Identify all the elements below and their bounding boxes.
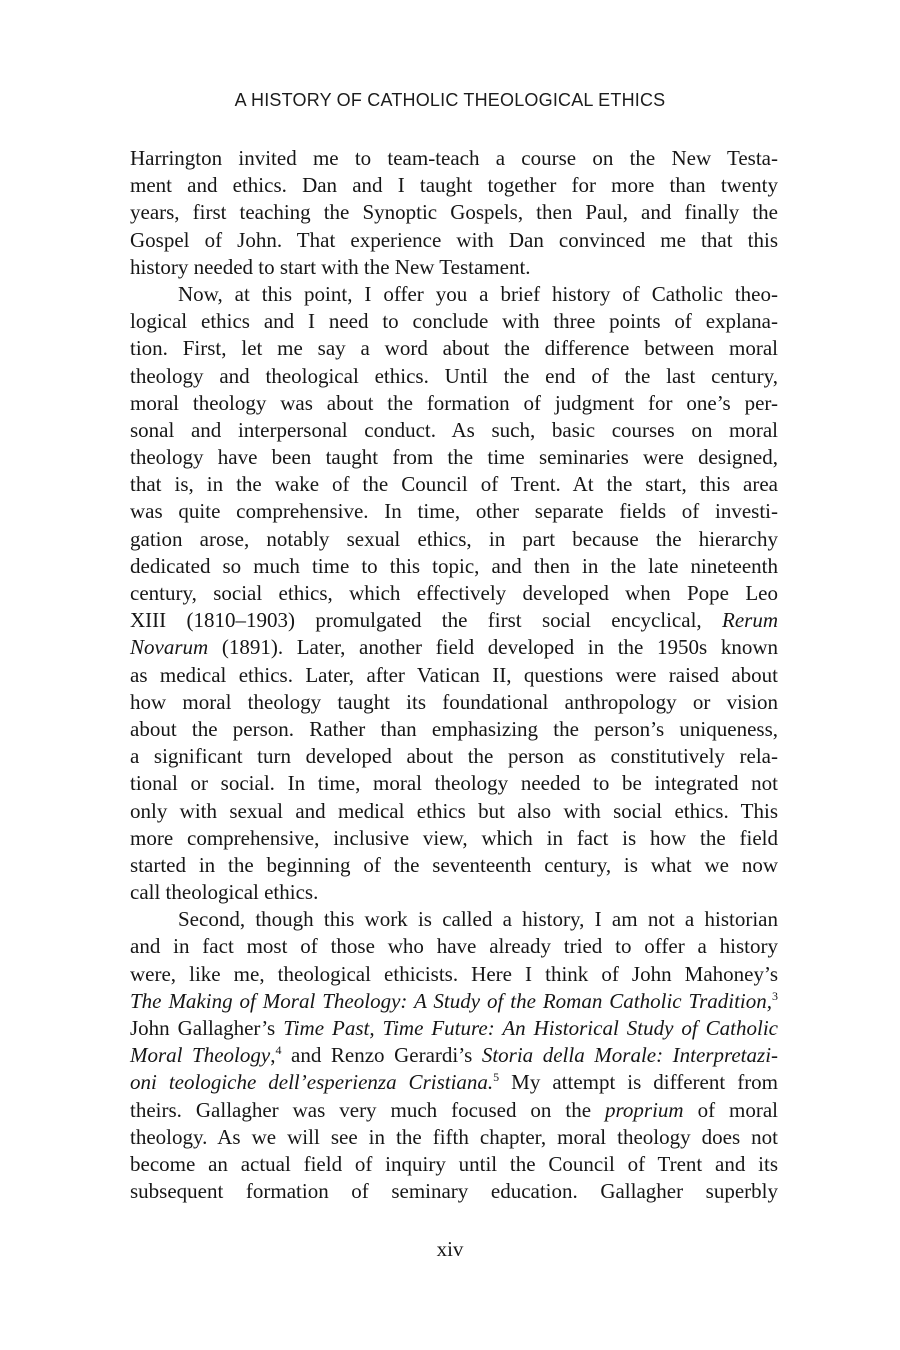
text-line: call theological ethics. <box>130 880 319 905</box>
text-line <box>130 1015 778 1042</box>
text-line: as medical ethics. Later, after Vatican II, questions were raised about <box>130 662 778 687</box>
text-line: subsequent formation of seminary education. Gallagher superbly <box>130 1179 778 1204</box>
text-line: years, first teaching the Synoptic Gospels, then Paul, and finally the <box>130 200 778 225</box>
text-line: sonal and interpersonal conduct. As such, basic courses on moral <box>130 417 778 442</box>
italic-term: proprium <box>605 1097 684 1122</box>
text-line: theology. As we will see in the fifth chapter, moral theology does not <box>130 1124 778 1149</box>
italic-title: Time Past, Time Future: An Historical Study of Catholic <box>283 1016 778 1040</box>
text-line: and in fact most of those who have already tried to offer a history <box>130 934 778 959</box>
line-segment: My attempt is different from <box>511 1070 779 1095</box>
footnote-ref[interactable]: 4 <box>275 1043 282 1058</box>
line-segment: John Gallagher’s <box>130 1016 276 1040</box>
running-head: A HISTORY OF CATHOLIC THEOLOGICAL ETHICS <box>234 90 666 110</box>
text-line: were, like me, theological ethicists. Here I think of John Mahoney’s <box>130 961 778 986</box>
text-line: theology have been taught from the time seminaries were designed, <box>130 445 778 470</box>
text-line: theology and theological ethics. Until the end of the last century, <box>130 363 778 388</box>
text-line: gation arose, notably sexual ethics, in part because the hierarchy <box>130 526 778 551</box>
line-segment: , <box>270 1043 276 1068</box>
line-segment: and Renzo Gerardi’s <box>291 1043 473 1068</box>
text-line: logical ethics and I need to conclude with three points of explana- <box>130 309 778 334</box>
italic-title: The Making of Moral Theology: A Study of the Roman Catholic Tradition, <box>130 988 772 1013</box>
text-line: Gospel of John. That experience with Dan convinced me that this <box>130 227 778 252</box>
text-line: dedicated so much time to this topic, and then in the late nineteenth <box>130 553 778 578</box>
text-line: started in the beginning of the seventeenth century, is what we now <box>130 852 778 877</box>
italic-title: Storia della Morale: Interpretazi- <box>481 1043 779 1068</box>
text-line: become an actual field of inquiry until the Council of Trent and its <box>130 1151 778 1176</box>
footnote-ref[interactable]: 5 <box>493 1070 500 1085</box>
line-segment: (1891). Later, another field developed in the 1950s known <box>221 635 778 660</box>
italic-title: Rerum <box>722 608 778 633</box>
line-segment: XIII (1810–1903) promulgated the first social encyclical, <box>130 608 702 633</box>
line-segment: theirs. Gallagher was very much focused on the <box>130 1097 592 1122</box>
text-line: Harrington invited me to team-teach a course on the New Testa- <box>130 146 778 170</box>
text-line: tional or social. In time, moral theology needed to be integrated not <box>130 771 778 796</box>
text-line <box>130 1097 778 1124</box>
line-segment: of moral <box>697 1097 779 1122</box>
text-line: Second, though this work is called a history, I am not a historian <box>178 907 778 932</box>
text-line: a significant turn developed about the person as constitutively rela- <box>130 744 778 769</box>
text-line: Now, at this point, I offer you a brief history of Catholic theo- <box>178 281 778 306</box>
italic-title: Novarum <box>130 635 209 660</box>
text-line: about the person. Rather than emphasizing the person’s uniqueness, <box>130 716 778 741</box>
text-line <box>130 1042 778 1069</box>
text-line: how moral theology taught its foundational anthropology or vision <box>130 689 778 714</box>
text-line: was quite comprehensive. In time, other separate fields of investi- <box>130 499 778 524</box>
text-line: moral theology was about the formation of judgment for one’s per- <box>130 390 778 415</box>
text-line <box>130 634 778 661</box>
text-line: ment and ethics. Dan and I taught together for more than twenty <box>130 173 778 198</box>
text-line: tion. First, let me say a word about the difference between moral <box>130 336 778 361</box>
text-line <box>130 1069 778 1096</box>
text-line <box>130 607 778 634</box>
footnote-ref[interactable]: 3 <box>772 988 778 1003</box>
text-line: more comprehensive, inclusive view, which in fact is how the field <box>130 825 778 850</box>
body-text <box>130 145 778 1205</box>
text-line: history needed to start with the New Testament. <box>130 254 531 279</box>
page-number: xiv <box>436 1237 464 1261</box>
text-line: century, social ethics, which effectively developed when Pope Leo <box>130 581 778 605</box>
text-line: only with sexual and medical ethics but also with social ethics. This <box>130 798 778 823</box>
italic-title: oni teologiche dell’esperienza Cristiana. <box>130 1070 494 1095</box>
text-line: that is, in the wake of the Council of Trent. At the start, this area <box>130 472 778 497</box>
italic-title: Moral Theology <box>130 1043 271 1068</box>
text-line <box>130 988 778 1015</box>
